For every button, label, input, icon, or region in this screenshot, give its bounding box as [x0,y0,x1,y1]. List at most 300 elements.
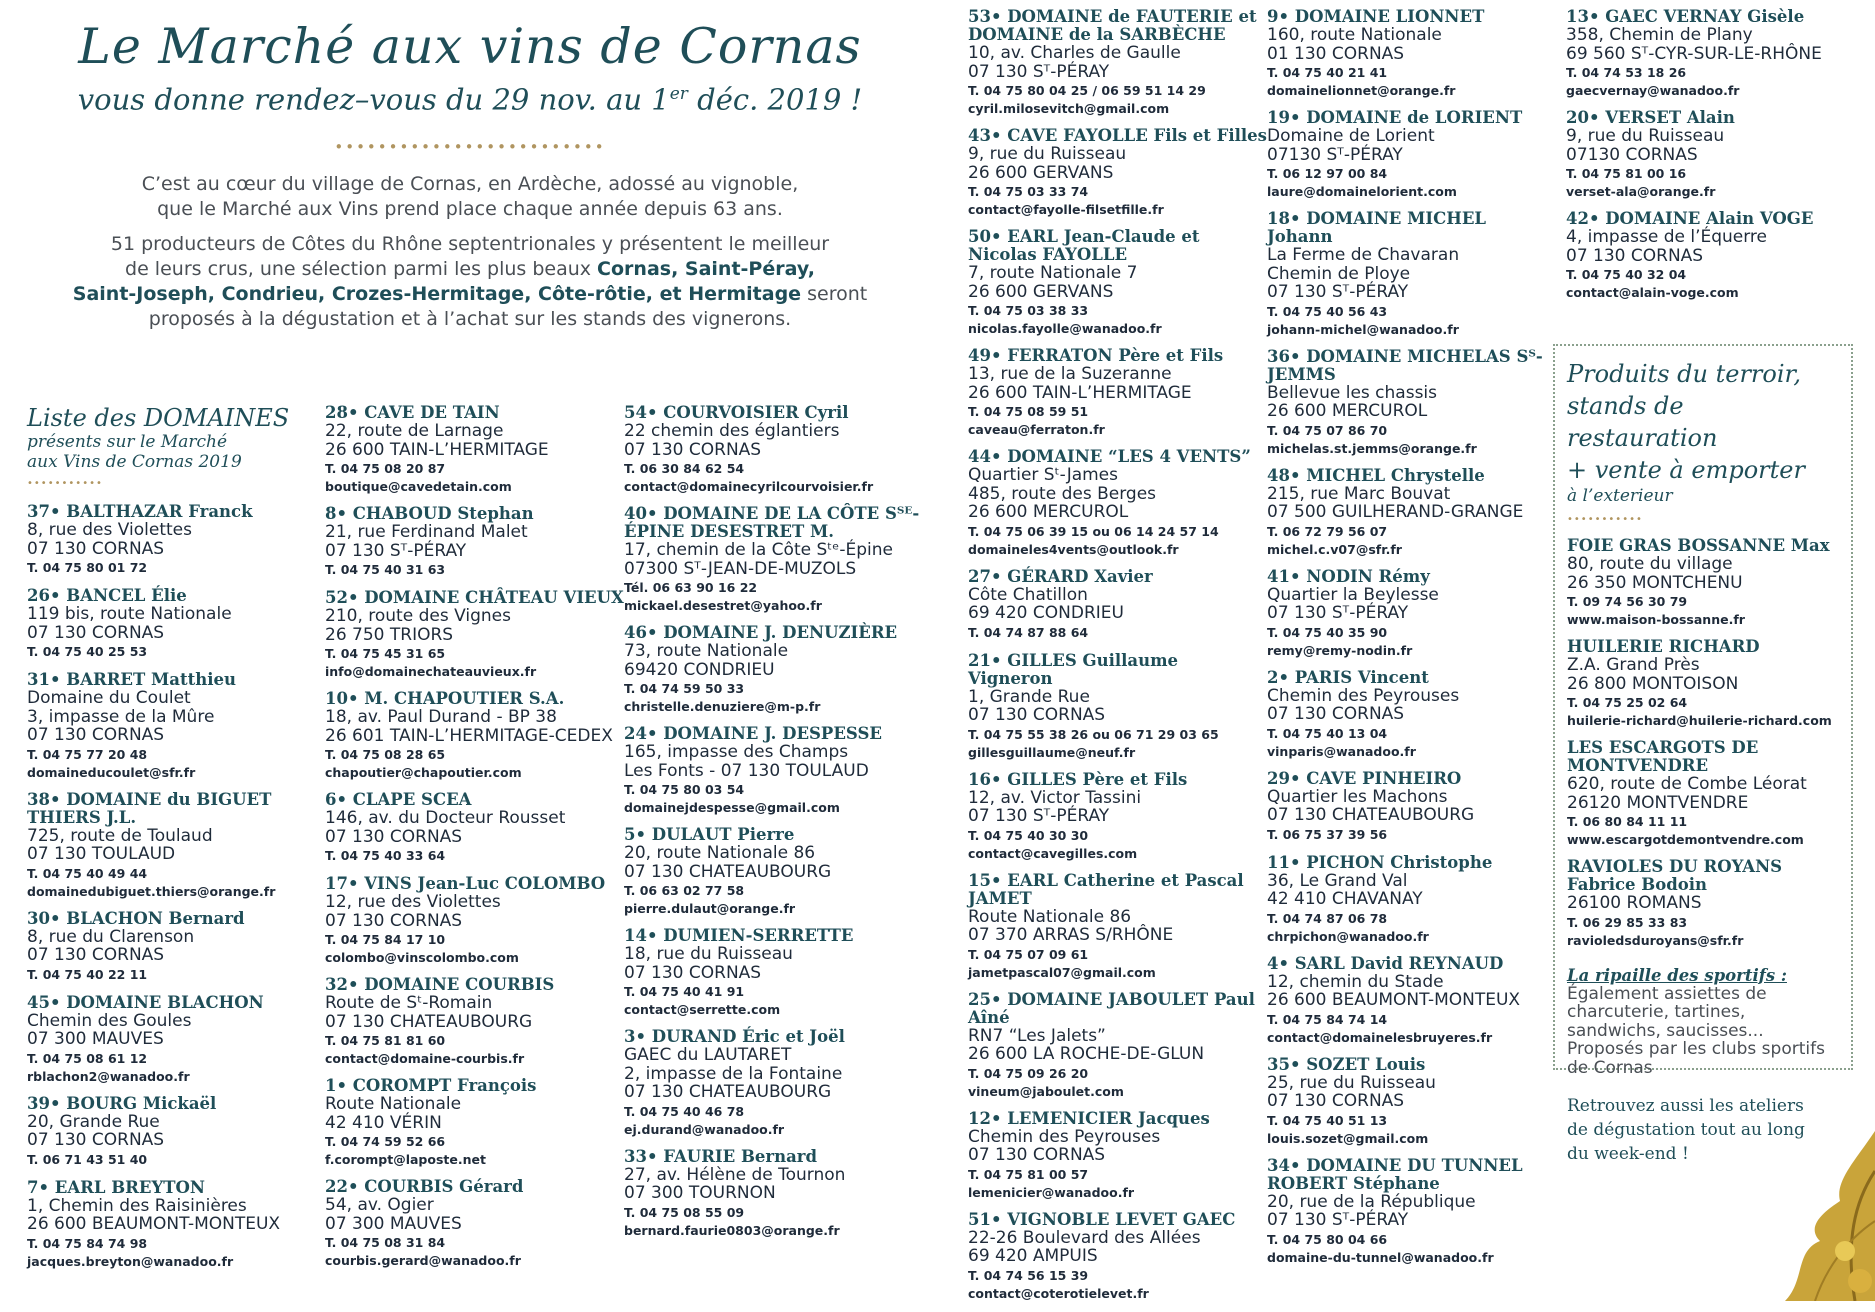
domain-entry [968,771,1268,872]
email-address[interactable]: lemenicier@wanadoo.fr [968,1184,1135,1200]
address-line: 42 410 VÉRIN [325,1112,442,1133]
address-line: 26 800 MONTOISON [1567,673,1739,694]
email-address[interactable]: chapoutier@chapoutier.com [325,765,522,780]
phone-number: T. 04 75 40 49 44 [27,865,148,881]
address-line: 26100 ROMANS [1567,893,1702,913]
domain-entry [968,652,1268,771]
email-address[interactable]: caveau@ferraton.fr [968,422,1105,437]
address-line: Les Fonts - 07 130 TOULAUD [624,760,869,781]
domain-entry [27,503,317,587]
address-line: 07 370 ARRAS S/RHÔNE [968,925,1174,945]
column-2 [325,404,625,1279]
vine-leaf-icon [1785,1131,1875,1301]
column-5 [1267,8,1557,1276]
address-line: 10, av. Charles de Gaulle [968,43,1181,63]
address-line: Chemin de Ploye [1267,263,1411,284]
address-line: 26 600 MERCUROL [1267,401,1428,421]
intro-paragraph-2: 51 producteurs de Côtes du Rhône septentrionales y présentent le meilleur de leurs crus, une sélection parmi les plus beaux Cornas, Saint-Péray, Saint-Joseph, Condrieu, Crozes-Hermitage, Côte-rôtie, et Hermitage seront proposés à la dégustation et à l’achat sur les stands des vignerons. [72,232,868,330]
dotted-divider: ••••••••••• [27,478,103,489]
email-address[interactable]: vineum@jaboulet.com [968,1083,1124,1099]
email-address[interactable]: contact@domaine-courbis.fr [325,1051,525,1066]
domain-entry [624,404,924,505]
address-line: 07 130 CORNAS [27,945,165,965]
domain-name: 36• DOMAINE MICHELAS Sᵀ-JEMMS [1267,346,1543,384]
email-address[interactable]: nicolas.fayolle@wanadoo.fr [968,321,1162,336]
address-line: 07 130 CORNAS [1566,245,1704,266]
domain-entry [968,127,1268,228]
address-line: 07 130 CORNAS [27,622,165,643]
phone-number: T. 04 75 08 59 51 [968,404,1089,419]
email-address[interactable]: remy@remy-nodin.fr [1267,642,1413,658]
email-address[interactable]: cyril.milosevitch@gmail.com [968,101,1170,116]
ripaille-line: sandwichs, saucisses... [1567,1020,1764,1041]
domain-entry [1567,537,1839,638]
phone-number: T. 04 75 80 04 25 / 06 59 51 14 29 [968,83,1206,98]
domain-name: 49• FERRATON Père et Fils [968,346,1224,365]
domain-entry [624,1028,924,1148]
phone-number: T. 04 75 81 00 57 [968,1166,1089,1182]
domain-entry [325,404,625,505]
address-line: 26 600 GERVANS [968,162,1114,183]
domain-name: 37• BALTHAZAR Franck [27,502,253,521]
address-line: 07 130 CHATEAUBOURG [325,1011,533,1032]
address-line: 07 500 GUILHERAND-GRANGE [1267,502,1524,522]
email-address[interactable]: gillesguillaume@neuf.fr [968,744,1136,760]
email-address[interactable]: louis.sozet@gmail.com [1267,1130,1429,1146]
domain-entry [325,976,625,1077]
domain-entry [1566,109,1856,210]
domain-name: 34• DOMAINE DU TUNNEL ROBERT Stéphane [1267,1155,1523,1193]
list-title: Liste des DOMAINES [27,404,290,432]
address-line: 146, av. du Docteur Rousset [325,808,566,828]
address-line: 07 130 Sᵀ-PÉRAY [1267,282,1409,302]
email-address[interactable]: ravioledsduroyans@sfr.fr [1567,932,1744,948]
address-line: Quartier les Machons [1267,786,1448,807]
address-line: 07 130 Sᵀ-PÉRAY [1267,1210,1409,1230]
phone-number: T. 04 75 08 61 12 [27,1050,148,1066]
address-line: 9, rue du Ruisseau [1566,126,1725,146]
ripaille-line: charcuterie, tartines, [1567,1002,1746,1022]
address-line: 20, Grande Rue [27,1111,160,1132]
phone-number: T. 04 75 45 31 65 [325,646,446,661]
domain-name: 21• GILLES Guillaume Vigneron [968,650,1179,688]
intro-paragraph-1: C’est au cœur du village de Cornas, en Ardèche, adossé au vignoble, que le Marché aux Vins prend place chaque année depuis 63 ans. [141,172,799,220]
address-line: 18, av. Paul Durand - BP 38 [325,707,557,727]
address-line: 36, Le Grand Val [1267,870,1408,891]
address-line: 358, Chemin de Plany [1566,25,1753,45]
box-subtitle: à l’exterieur [1567,486,1673,506]
email-address[interactable]: contact@alain-voge.com [1566,285,1739,300]
address-line: 215, rue Marc Bouvat [1267,483,1451,504]
email-address[interactable]: courbis.gerard@wanadoo.fr [325,1253,521,1268]
address-line: Chemin des Goules [27,1010,192,1031]
address-line: 27, av. Hélène de Tournon [624,1164,846,1185]
domain-entry [968,1110,1268,1211]
phone-number: T. 04 75 03 33 74 [968,184,1089,199]
address-line: 07 130 CORNAS [27,1130,165,1150]
address-line: 210, route des Vignes [325,606,511,626]
address-line: 07 130 Sᵀ-PÉRAY [1267,603,1409,623]
domain-name: 14• DUMIEN-SERRETTE [624,926,854,945]
email-address[interactable]: pierre.dulaut@orange.fr [624,901,796,916]
phone-number: T. 04 75 09 26 20 [968,1065,1089,1081]
domain-entry [1267,568,1557,669]
domain-entry [27,1179,317,1280]
domain-name: 7• EARL BREYTON [27,1177,205,1197]
address-line: 69 420 AMPUIS [968,1246,1098,1266]
phone-number: T. 04 75 06 39 15 ou 06 14 24 57 14 [968,523,1219,539]
address-line: 07 130 CORNAS [325,910,463,931]
domain-name: 45• DOMAINE BLACHON [27,992,264,1012]
address-line: 07 130 CORNAS [624,962,762,983]
phone-number: T. 04 75 40 46 78 [624,1103,745,1119]
phone-number: T. 04 75 03 38 33 [968,303,1089,318]
address-line: 69 560 Sᵀ-CYR-SUR-LE-RHÔNE [1566,43,1822,64]
domain-entry [1267,1157,1557,1276]
domain-name: 52• DOMAINE CHÂTEAU VIEUX [325,588,624,607]
domain-list [1267,8,1557,1276]
domain-entry [325,875,625,976]
email-address[interactable]: huilerie-richard@huilerie-richard.com [1567,713,1832,728]
email-address[interactable]: contact@coterotielevet.fr [968,1285,1149,1301]
address-line: 21, rue Ferdinand Malet [325,522,528,542]
address-line: 01 130 CORNAS [1267,43,1405,64]
email-address[interactable]: rblachon2@wanadoo.fr [27,1068,190,1084]
phone-number: T. 04 75 77 20 48 [27,746,148,762]
phone-number: T. 04 75 84 74 14 [1267,1011,1388,1027]
address-line: 07 130 TOULAUD [27,844,176,864]
email-address[interactable]: contact@fayolle-filsetfille.fr [968,202,1164,217]
domain-entry [968,228,1268,347]
address-line: 69420 CONDRIEU [624,659,775,680]
address-line: 07 130 Sᵀ-PÉRAY [325,540,467,561]
email-address[interactable]: gaecvernay@wanadoo.fr [1566,83,1740,98]
email-address[interactable]: f.corompt@laposte.net [325,1152,486,1167]
domain-entry [1267,955,1557,1056]
domain-entry [624,826,924,927]
domain-name: 25• DOMAINE JABOULET Paul Aîné [968,989,1255,1027]
phone-number: T. 04 75 40 22 11 [27,966,148,982]
domain-entry [1267,854,1557,955]
address-line: 07 130 CORNAS [27,538,165,559]
address-line: 07 130 CORNAS [325,826,463,847]
dotted-divider: ••••••••••••••••••••••••• [334,137,606,156]
address-line: 07 130 CHATEAUBOURG [1267,805,1475,825]
email-address[interactable]: johann-michel@wanadoo.fr [1267,321,1459,337]
domain-name: 31• BARRET Matthieu [27,670,236,689]
phone-number: T. 04 75 07 86 70 [1267,422,1388,438]
address-line: 07130 CORNAS [1566,144,1698,165]
terroir-box [1553,344,1853,1078]
email-address[interactable]: ej.durand@wanadoo.fr [624,1121,785,1137]
address-line: 07 130 CORNAS [1267,704,1405,724]
phone-number: T. 04 74 53 18 26 [1566,65,1687,80]
email-address[interactable]: jacques.breyton@wanadoo.fr [27,1253,234,1269]
domain-entry [325,1077,625,1178]
address-line: La Ferme de Chavaran [1267,245,1460,265]
address-line: Chemin des Peyrouses [1267,685,1460,706]
phone-number: T. 06 30 84 62 54 [624,461,745,476]
domain-entry [968,347,1268,448]
domain-entry [1267,467,1557,568]
address-line: 07 130 Sᵀ-PÉRAY [968,61,1110,82]
email-address[interactable]: colombo@vinscolombo.com [325,950,519,965]
domain-entry [1267,1056,1557,1157]
domain-list [1566,8,1856,311]
domain-list [325,404,625,1279]
phone-number: T. 04 75 08 20 87 [325,461,446,476]
vendor-list [1567,537,1839,959]
domain-name: 26• BANCEL Élie [27,586,187,605]
email-address[interactable]: contact@domainelesbruyeres.fr [1267,1029,1493,1045]
email-address[interactable]: contact@cavegilles.com [968,845,1138,861]
email-address[interactable]: verset-ala@orange.fr [1566,184,1716,199]
address-line: 07 130 CORNAS [27,725,165,745]
phone-number: T. 04 75 40 21 41 [1267,65,1388,80]
email-address[interactable]: christelle.denuziere@m-p.fr [624,699,821,714]
phone-number: T. 04 75 40 41 91 [624,984,745,999]
domain-entry [624,505,924,624]
address-line: 07 130 CORNAS [968,705,1106,725]
domain-name: 15• EARL Catherine et Pascal JAMET [968,870,1244,908]
address-line: 620, route de Combe Léorat [1567,774,1807,794]
domain-name: 10• M. CHAPOUTIER S.A. [325,689,565,708]
domain-name: 35• SOZET Louis [1267,1054,1426,1074]
email-address[interactable]: domaine-du-tunnel@wanadoo.fr [1267,1249,1494,1265]
domain-entry [1566,210,1856,311]
domain-list [968,8,1268,1312]
address-line: 26 750 TRIORS [325,624,454,645]
email-address[interactable]: www.maison-bossanne.fr [1567,612,1745,627]
address-line: 26 600 BEAUMONT-MONTEUX [1267,990,1521,1010]
ripaille-line: Proposés par les clubs sportifs [1567,1039,1825,1059]
address-line: 9, rue du Ruisseau [968,144,1127,164]
address-line: 1, Grande Rue [968,686,1090,707]
address-line: Route Nationale 86 [968,906,1132,927]
address-line: 7, route Nationale 7 [968,263,1138,283]
domain-name: 6• CLAPE SCEA [325,790,472,809]
phone-number: T. 04 75 40 31 63 [325,562,446,577]
address-line: 07 130 Sᵀ-PÉRAY [968,806,1110,826]
email-address[interactable]: chrpichon@wanadoo.fr [1267,928,1429,944]
phone-number: T. 04 75 40 35 90 [1267,624,1388,640]
column-6 [1566,8,1856,311]
ripaille-line: de Cornas [1567,1057,1653,1078]
phone-number: T. 04 75 08 55 09 [624,1204,745,1220]
address-line: 26 601 TAIN-L’HERMITAGE-CEDEX [325,725,613,746]
email-address[interactable]: domainejdespesse@gmail.com [624,800,840,815]
phone-number: T. 06 75 37 39 56 [1267,826,1388,842]
email-address[interactable]: michelas.st.jemms@orange.fr [1267,440,1477,456]
domain-name: 18• DOMAINE MICHEL Johann [1267,209,1487,246]
address-line: 07130 Sᵀ-PÉRAY [1267,144,1403,165]
domain-entry [1267,210,1557,348]
domain-entry [968,991,1268,1110]
domain-name: 20• VERSET Alain [1566,108,1735,127]
email-address[interactable]: michel.c.v07@sfr.fr [1267,541,1402,557]
domain-name: 1• COROMPT François [325,1076,537,1095]
address-line: Z.A. Grand Près [1567,655,1700,675]
phone-number: T. 04 75 84 17 10 [325,932,446,947]
domain-name: 29• CAVE PINHEIRO [1267,768,1462,788]
domain-name: 51• VIGNOBLE LEVET GAEC [968,1209,1236,1229]
address-line: Domaine du Coulet [27,688,191,708]
address-line: 07 130 CORNAS [1267,1091,1405,1111]
domain-entry [968,1211,1268,1312]
domain-entry [968,8,1268,127]
address-line: 42 410 CHAVANAY [1267,889,1423,909]
domain-name: 11• PICHON Christophe [1267,852,1493,872]
phone-number: T. 04 75 40 56 43 [1267,303,1388,319]
phone-number: T. 04 75 84 74 98 [27,1235,148,1251]
address-line: 26 600 TAIN-L’HERMITAGE [325,439,549,460]
domain-entry [27,910,317,994]
address-line: Route de Sᵗ-Romain [325,993,493,1013]
email-address[interactable]: boutique@cavedetain.com [325,479,512,494]
phone-number: T. 04 74 59 52 66 [325,1134,446,1149]
address-line: 69 420 CONDRIEU [968,603,1124,623]
domain-name: 24• DOMAINE J. DESPESSE [624,724,882,743]
domain-name: 54• COURVOISIER Cyril [624,403,849,422]
address-line: 25, rue du Ruisseau [1267,1072,1436,1093]
address-line: 22-26 Boulevard des Allées [968,1227,1201,1248]
domain-name: LES ESCARGOTS DE MONTVENDRE [1567,738,1759,775]
address-line: 4, impasse de l’Équerre [1566,227,1768,247]
address-line: 22, route de Larnage [325,421,504,441]
domain-name: 2• PARIS Vincent [1267,667,1429,687]
domain-name: 50• EARL Jean-Claude et Nicolas FAYOLLE [968,227,1200,264]
address-line: 20, rue de la République [1267,1191,1476,1212]
domain-name: 22• COURBIS Gérard [325,1177,524,1196]
email-address[interactable]: jametpascal07@gmail.com [968,964,1156,980]
email-address[interactable]: domaineles4vents@outlook.fr [968,541,1179,557]
email-address[interactable]: mickael.desestret@yahoo.fr [624,598,822,613]
domain-name: 38• DOMAINE du BIGUET THIERS J.L. [27,789,272,827]
domain-entry [1566,8,1856,109]
phone-number: T. 04 75 07 09 61 [968,946,1089,962]
domain-name: 44• DOMAINE “LES 4 VENTS” [968,447,1251,466]
phone-number: T. 04 75 40 30 30 [968,827,1089,843]
address-line: 26 600 BEAUMONT-MONTEUX [27,1214,281,1234]
address-line: Route Nationale [325,1094,462,1114]
domain-entry [1267,348,1557,467]
domain-entry [1267,669,1557,770]
phone-number: T. 04 75 40 33 64 [325,848,446,863]
address-line: 26 600 TAIN-L’HERMITAGE [968,382,1192,403]
phone-number: T. 09 74 56 30 79 [1567,594,1688,609]
address-line: 119 bis, route Nationale [27,604,232,624]
address-line: 07 300 MAUVES [325,1213,462,1234]
domain-name: HUILERIE RICHARD [1567,637,1760,656]
email-address[interactable]: contact@serrette.com [624,1002,781,1017]
address-line: 07 130 CORNAS [968,1145,1106,1165]
phone-number: T. 04 74 56 15 39 [968,1267,1089,1283]
domain-name: 17• VINS Jean-Luc COLOMBO [325,874,606,893]
email-address[interactable]: info@domainechateauvieux.fr [325,664,537,679]
address-line: 20, route Nationale 86 [624,843,816,863]
page-subtitle: vous donne rendez–vous du 29 nov. au 1er déc. 2019 ! [77,82,863,117]
domain-name: 8• CHABOUD Stephan [325,504,534,523]
address-line: RN7 “Les Jalets” [968,1025,1106,1046]
phone-number: T. 04 75 25 02 64 [1567,695,1688,710]
phone-number: T. 04 75 80 01 72 [27,560,148,575]
address-line: 22 chemin des églantiers [624,421,840,441]
domain-entry [1567,638,1839,739]
email-address[interactable]: vinparis@wanadoo.fr [1267,743,1416,759]
domain-name: 30• BLACHON Bernard [27,908,245,928]
list-subtitle: présents sur le Marché aux Vins de Cornas 2019 [27,432,242,472]
domain-name: FOIE GRAS BOSSANNE Max [1567,536,1830,555]
domain-name: 40• DOMAINE DE LA CÔTE Sᵀᴱ-ÉPINE DESESTRET M. [624,504,920,541]
domain-entry [27,671,317,791]
address-line: Bellevue les chassis [1267,382,1437,403]
phone-number: T. 06 12 97 00 84 [1267,166,1388,181]
address-line: 26120 MONTVENDRE [1567,792,1749,813]
address-line: 485, route des Berges [968,483,1157,504]
phone-number: T. 04 75 81 00 16 [1566,166,1687,181]
email-address[interactable]: bernard.faurie0803@orange.fr [624,1222,840,1238]
domain-entry [325,791,625,875]
address-line: 8, rue du Clarenson [27,926,195,947]
address-line: 13, rue de la Suzeranne [968,364,1172,384]
domain-entry [968,568,1268,652]
domain-entry [624,927,924,1028]
domain-name: 3• DURAND Éric et Joël [624,1027,845,1046]
domain-entry [325,690,625,791]
address-line: Domaine de Lorient [1267,126,1435,146]
phone-number: T. 06 29 85 33 83 [1567,914,1688,930]
domain-name: RAVIOLES DU ROYANS Fabrice Bodoin [1567,857,1783,894]
domain-name: 4• SARL David REYNAUD [1267,953,1504,973]
domain-entry [27,791,317,910]
domain-name: 42• DOMAINE Alain VOGE [1566,209,1814,228]
phone-number: Tél. 06 63 90 16 22 [624,580,758,595]
address-line: 165, impasse des Champs [624,742,849,762]
address-line: 12, av. Victor Tassini [968,787,1142,808]
address-line: 17, chemin de la Côte Sᵗᵉ-Épine [624,540,893,560]
address-line: 3, impasse de la Mûre [27,706,215,727]
list-header [27,404,317,489]
phone-number: T. 04 75 81 81 60 [325,1033,446,1048]
email-address[interactable]: domainelionnet@orange.fr [1267,83,1456,98]
phone-number: T. 04 75 40 51 13 [1267,1112,1388,1128]
email-address[interactable]: domaineducoulet@sfr.fr [27,764,196,780]
box-title: Produits du terroir, stands de restauration + vente à emporter [1567,360,1805,484]
phone-number: T. 04 75 55 38 26 ou 06 71 29 03 65 [968,726,1219,742]
domain-name: 33• FAURIE Bernard [624,1146,817,1166]
email-address[interactable]: domainedubiguet.thiers@orange.fr [27,883,276,899]
phone-number: T. 04 74 87 06 78 [1267,910,1388,926]
column-3 [624,404,924,1249]
address-line: 2, impasse de la Fontaine [624,1063,843,1084]
address-line: 54, av. Ogier [325,1195,434,1215]
email-address[interactable]: laure@domainelorient.com [1267,184,1457,199]
domain-list [27,503,317,1280]
ripaille-title: La ripaille des sportifs : [1567,965,1787,985]
domain-name: 28• CAVE DE TAIN [325,403,500,422]
email-address[interactable]: contact@domainecyrilcourvoisier.fr [624,479,874,494]
domain-name: 16• GILLES Père et Fils [968,769,1188,789]
domain-entry [27,994,317,1095]
address-line: 07300 Sᵀ-JEAN-DE-MUZOLS [624,558,857,579]
phone-number: T. 06 80 84 11 11 [1567,814,1688,829]
domain-name: 27• GÉRARD Xavier [968,566,1153,586]
header [30,18,910,342]
address-line: 07 300 MAUVES [27,1029,164,1049]
domain-entry [968,872,1268,991]
address-line: 07 130 CORNAS [624,439,762,460]
email-address[interactable]: www.escargotdemontvendre.com [1567,832,1804,847]
